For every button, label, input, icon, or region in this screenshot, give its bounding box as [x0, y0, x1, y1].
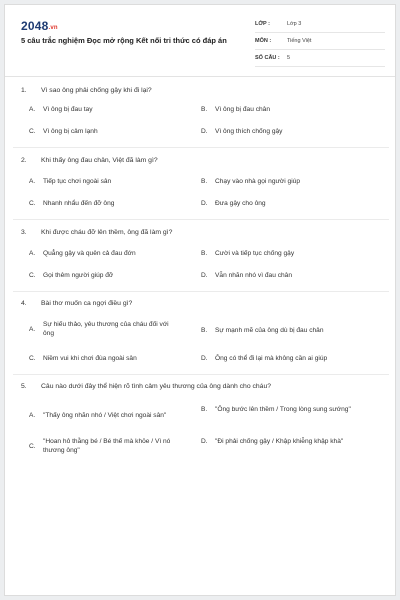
meta-value: 5 — [287, 55, 291, 61]
option-b[interactable] — [201, 249, 373, 258]
site-logo[interactable] — [21, 19, 58, 33]
question-text — [21, 229, 172, 236]
option-a[interactable] — [29, 177, 197, 186]
option-text: Nhanh nhẩu đến đỡ ông — [43, 200, 115, 207]
option-c[interactable] — [29, 271, 197, 280]
header-divider — [5, 76, 395, 77]
question-prompt: Khi được cháu đỡ lên thềm, ông đã làm gì? — [41, 229, 173, 236]
logo-text: 2048 — [21, 19, 49, 33]
option-letter: D. — [201, 272, 208, 279]
option-b[interactable] — [201, 177, 373, 186]
option-a[interactable] — [29, 105, 197, 114]
option-letter: A. — [29, 412, 36, 419]
option-text: Đưa gậy cho ông — [215, 200, 266, 207]
question-text — [21, 157, 158, 164]
worksheet-meta — [255, 17, 385, 68]
option-text: Vẫn nhăn nhó vì đau chân — [215, 272, 292, 279]
option-text: Tiếp tục chơi ngoài sân — [43, 178, 112, 185]
worksheet-header — [5, 5, 395, 75]
option-text: Niềm vui khi chơi đùa ngoài sân — [43, 355, 137, 362]
option-letter: D. — [201, 128, 208, 135]
option-text: Ông có thể đi lại mà không cần ai giúp — [215, 355, 328, 362]
option-letter: C. — [29, 272, 36, 279]
option-letter: A. — [29, 178, 36, 185]
question-number: 1. — [21, 87, 27, 94]
question-divider — [13, 219, 389, 220]
option-a[interactable] — [29, 249, 197, 258]
option-text: Vì ông thích chống gậy — [215, 128, 283, 135]
option-d[interactable] — [201, 127, 373, 136]
meta-key: LỚP : — [255, 21, 270, 27]
question-prompt: Khi thấy ông đau chân, Việt đã làm gì? — [41, 157, 158, 164]
question-text — [21, 87, 152, 94]
meta-key: MÔN : — [255, 38, 272, 44]
meta-key: SỐ CÂU : — [255, 55, 280, 61]
question-divider — [13, 147, 389, 148]
option-text: Vì ông bị đau chân — [215, 106, 270, 113]
option-letter: C. — [29, 355, 36, 362]
question-number: 4. — [21, 300, 27, 307]
option-text: Vì ông bị cảm lạnh — [43, 128, 98, 135]
option-letter: B. — [201, 327, 208, 334]
option-letter: B. — [201, 106, 208, 113]
option-d[interactable] — [201, 437, 361, 446]
question-divider — [13, 291, 389, 292]
option-c[interactable] — [29, 127, 197, 136]
meta-row-grade — [255, 17, 385, 33]
meta-value: Tiếng Việt — [287, 38, 312, 44]
option-text: Sự hiếu thảo, yêu thương của cháu đối với ông — [43, 321, 169, 337]
option-text: Sự mạnh mẽ của ông dù bị đau chân — [215, 327, 324, 334]
option-b[interactable] — [201, 405, 361, 414]
meta-value: Lớp 3 — [287, 21, 302, 27]
option-b[interactable] — [201, 326, 373, 335]
option-text: Gọi thêm người giúp đỡ — [43, 272, 114, 279]
logo-suffix: .vn — [48, 25, 58, 31]
option-text: Vì ông bị đau tay — [43, 106, 93, 113]
option-letter: D. — [201, 438, 208, 445]
option-letter: B. — [201, 178, 208, 185]
question-text — [21, 383, 271, 390]
option-d[interactable] — [201, 354, 373, 363]
option-letter: C. — [29, 200, 36, 207]
option-text: "Thấy ông nhăn nhó / Việt chơi ngoài sân" — [43, 412, 167, 419]
question-prompt: Vì sao ông phải chống gậy khi đi lại? — [41, 87, 152, 94]
option-a[interactable] — [29, 411, 197, 420]
meta-row-subject — [255, 34, 385, 50]
question-number: 5. — [21, 383, 27, 390]
option-text: Chạy vào nhà gọi người giúp — [215, 178, 300, 185]
question-text — [21, 300, 132, 307]
meta-row-count — [255, 51, 385, 67]
option-text: "Hoan hô thằng bé / Bé thế mà khỏe / Vì nó thương ông" — [43, 438, 171, 454]
option-letter: B. — [201, 406, 208, 413]
question-number: 2. — [21, 157, 27, 164]
option-d[interactable] — [201, 271, 373, 280]
question-prompt: Câu nào dưới đây thể hiện rõ tình cảm yêu thương của ông dành cho cháu? — [41, 383, 272, 390]
option-a[interactable] — [29, 320, 179, 338]
worksheet-page — [4, 4, 396, 596]
option-letter: D. — [201, 200, 208, 207]
option-d[interactable] — [201, 199, 373, 208]
worksheet-title: 5 câu trắc nghiệm Đọc mở rộng Kết nối tri thức có đáp án — [21, 36, 227, 45]
option-letter: B. — [201, 250, 208, 257]
option-letter: A. — [29, 325, 36, 333]
question-number: 3. — [21, 229, 27, 236]
option-letter: C. — [29, 128, 36, 135]
option-text: Cười và tiếp tục chống gậy — [215, 250, 295, 257]
option-c[interactable] — [29, 199, 197, 208]
option-text: Quẳng gậy và quên cả đau đớn — [43, 250, 136, 257]
option-b[interactable] — [201, 105, 373, 114]
option-letter: C. — [29, 442, 36, 450]
question-prompt: Bài thơ muốn ca ngợi điều gì? — [41, 300, 133, 307]
option-letter: D. — [201, 355, 208, 362]
option-text: "Đi phải chống gậy / Khập khiễng khập khà" — [215, 438, 344, 445]
option-letter: A. — [29, 250, 36, 257]
question-divider — [13, 374, 389, 375]
option-c[interactable] — [29, 354, 197, 363]
option-c[interactable] — [29, 437, 189, 455]
option-letter: A. — [29, 106, 36, 113]
option-text: "Ông bước lên thềm / Trong lòng sung sướng" — [215, 406, 351, 413]
